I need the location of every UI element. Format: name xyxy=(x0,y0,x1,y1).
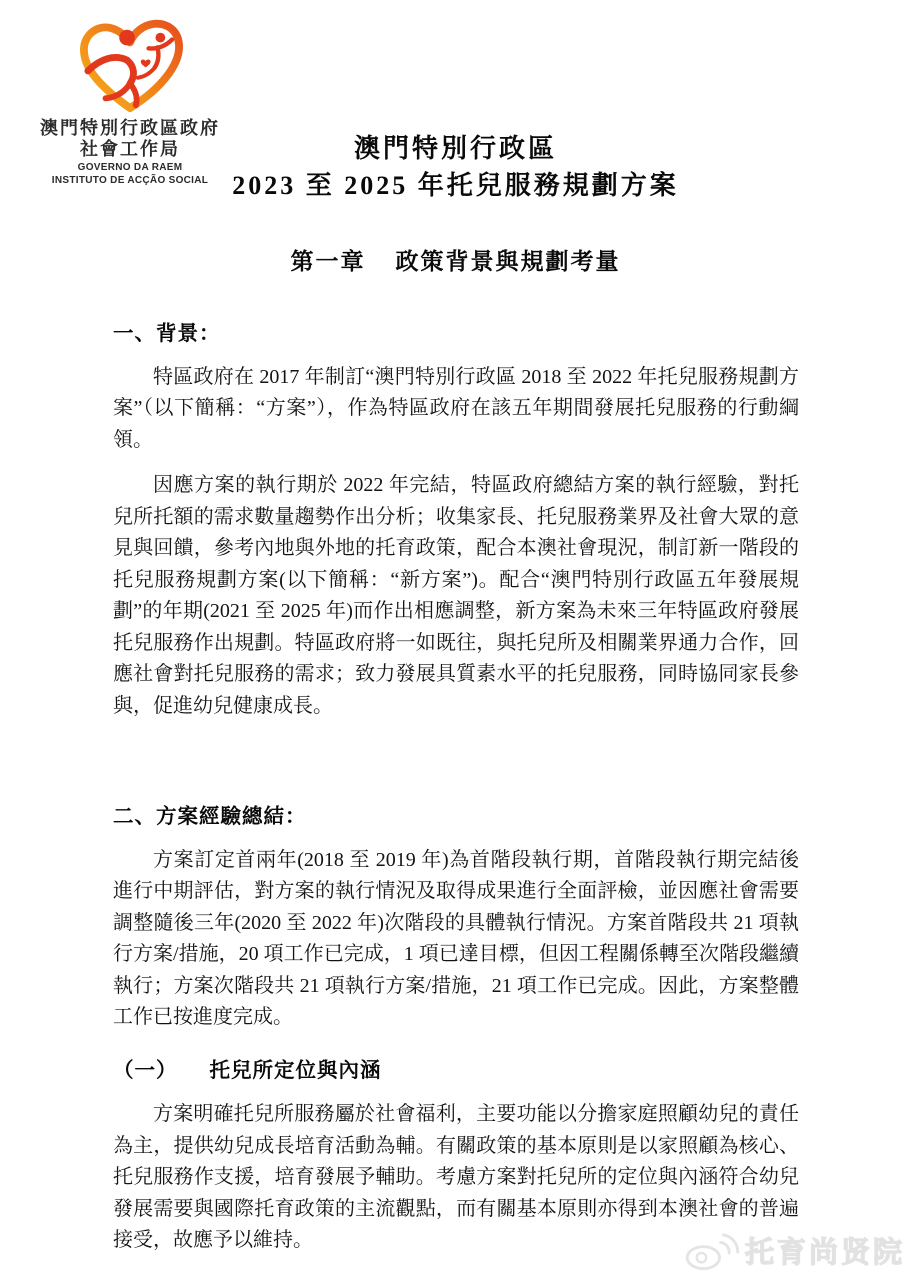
section-2-heading: 二、方案經驗總結： xyxy=(113,806,307,828)
chapter-heading xyxy=(0,243,911,276)
watermark-text: 托育尚贤院 xyxy=(744,1237,905,1269)
document-body xyxy=(113,319,799,1257)
subsection-1-number: （一） xyxy=(113,1059,178,1082)
org-name-pt-line1: GOVERNO DA RAEM xyxy=(77,162,183,173)
document-title-line2: 2023 至 2025 年托兒服務規劃方案 xyxy=(232,171,679,200)
chapter-number: 第一章 xyxy=(290,249,366,274)
section-2-paragraph-1: 方案訂定首兩年(2018 至 2019 年)為首階段執行期，首階段執行期完結後進行中期評估，對方案的執行情況及取得成果進行全面評檢，並因應社會需要調整隨後三年(2020 至 2022 年)次階段的具體執行情況。方案首階段共 21 項執行方案/措施，20 項工作已完成，1 項已達目標，但因工程關係轉至次階段繼續執行；方案次階段共 21 項執行方案/措施，21 項工作已完成。因此，方案整體工作已按進度完成。 xyxy=(113,848,799,1028)
section-1-paragraph-1: 特區政府在 2017 年制訂“澳門特別行政區 2018 至 2022 年托兒服務規劃方案”（以下簡稱：“方案”），作為特區政府在該五年期間發展托兒服務的行動綱領。 xyxy=(113,365,799,451)
org-name-zh-line2: 社會工作局 xyxy=(80,139,180,159)
org-name-zh-line1: 澳門特別行政區政府 xyxy=(40,118,220,138)
subsection-1-paragraph-1: 方案明確托兒所服務屬於社會福利，主要功能以分擔家庭照顧幼兒的責任為主，提供幼兒成長培育活動為輔。有關政策的基本原則是以家照顧為核心、托兒服務作支援，培育發展予輔助。考慮方案對托兒所的定位與內涵符合幼兒發展需要與國際托育政策的主流觀點，而有關基本原則亦得到本澳社會的普遍接受，故應予以維持。 xyxy=(113,1103,799,1251)
section-1-heading: 一、背景： xyxy=(113,323,221,345)
document-title-line1: 澳門特別行政區 xyxy=(353,134,557,163)
heart-logo-icon xyxy=(71,18,189,114)
subsection-1-title: 托兒所定位與內涵 xyxy=(209,1059,382,1082)
org-name-pt-line2: INSTITUTO DE ACÇÃO SOCIAL xyxy=(51,174,209,186)
subsection-1-heading xyxy=(113,1056,799,1088)
document-title xyxy=(0,130,911,204)
section-1-paragraph-2: 因應方案的執行期於 2022 年完結，特區政府總結方案的執行經驗，對托兒所托額的需求數量趨勢作出分析；收集家長、托兒服務業界及社會大眾的意見與回饋，參考內地與外地的托育政策，配合本澳社會現況，制訂新一階段的托兒服務規劃方案(以下簡稱：“新方案”)。配合“澳門特別行政區五年發展規劃”的年期(2021 至 2025 年)而作出相應調整，新方案為未來三年特區政府發展托兒服務作出規劃。特區政府將一如既往，與托兒所及相關業界通力合作，回應社會對托兒服務的需求；致力發展具質素水平的托兒服務，同時協同家長參與，促進幼兒健康成長。 xyxy=(113,474,799,717)
chapter-title: 政策背景與規劃考量 xyxy=(395,249,621,274)
